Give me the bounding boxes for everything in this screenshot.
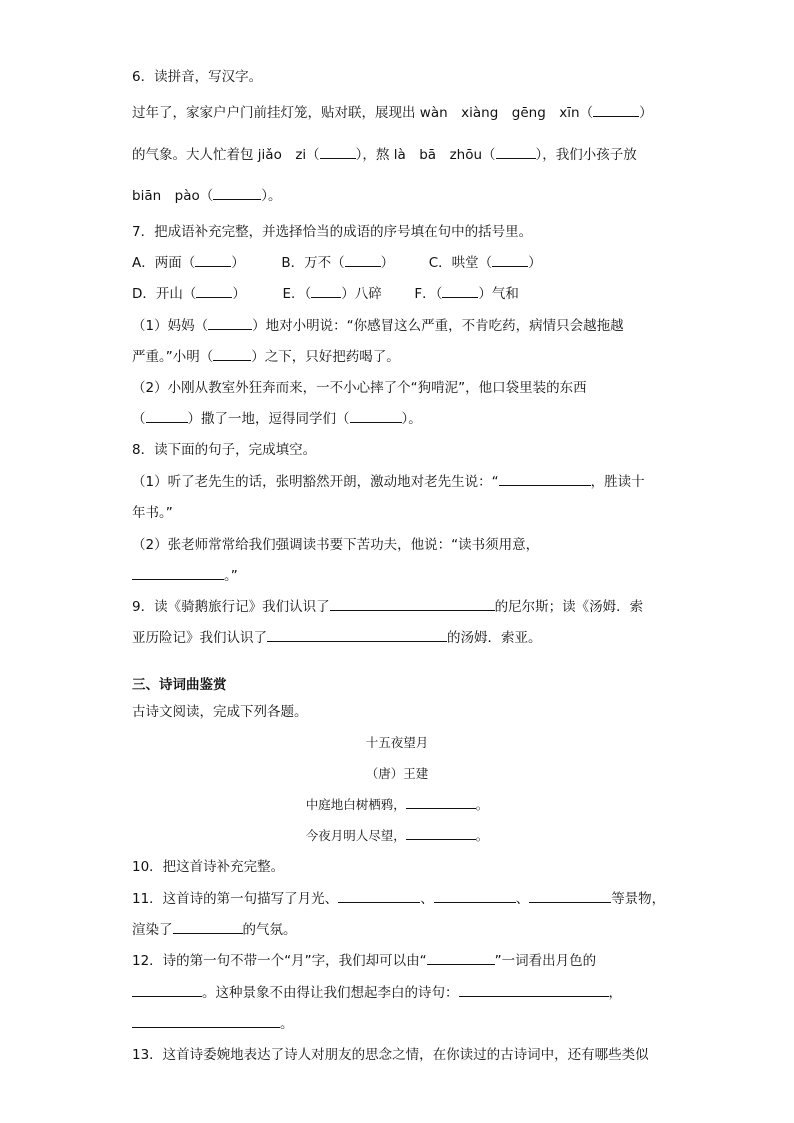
section-heading-text: 三、诗词曲鉴赏	[132, 677, 227, 693]
q7-s2-blank2[interactable]	[350, 409, 402, 423]
q11-l2-b: 的气氛。	[242, 922, 297, 938]
q6-blank-labazhou[interactable]	[496, 145, 536, 159]
q7-opt-b-prefix: B．万不（	[281, 255, 345, 271]
q12-line3	[132, 1014, 294, 1034]
q11-blank4[interactable]	[173, 920, 243, 934]
q12-blank2[interactable]	[132, 983, 202, 997]
q7-s2-c: ）撒了一地，逗得同学们（	[187, 411, 350, 427]
q7-title	[132, 222, 532, 242]
poem-line2-end: 。	[475, 828, 489, 843]
q9-blank-nils[interactable]	[330, 597, 495, 611]
q12-l2-b: ，	[608, 985, 622, 1001]
poem-blank1[interactable]	[406, 795, 476, 809]
q7-blank-c[interactable]	[492, 253, 528, 267]
q6-line2-a: 的气象。大人忙着包 jiǎo zi（	[132, 147, 320, 163]
q7-opt-a-prefix: A．两面（	[132, 255, 196, 271]
q12-line2	[132, 983, 622, 1003]
poem-line1	[0, 795, 794, 815]
q8-s2-blank[interactable]	[132, 566, 224, 580]
q9-l2-b: 的汤姆．索亚。	[447, 630, 542, 646]
poem-author-text: （唐）王建	[365, 766, 429, 781]
q7-opt-a-suffix: ）	[231, 255, 245, 271]
q8-s1-blank[interactable]	[499, 472, 591, 486]
q7-s1-c: 严重。”小明（	[132, 349, 214, 365]
q13-text: 13．这首诗委婉地表达了诗人对朋友的思念之情，在你读过的古诗词中，还有哪些类似	[132, 1047, 649, 1063]
q11-blank2[interactable]	[434, 889, 516, 903]
q6-line1-text: 过年了，家家户户门前挂灯笼，贴对联，展现出 wàn xiàng gēng xīn（	[132, 105, 594, 121]
q9-l1-b: 的尼尔斯；读《汤姆．索	[494, 599, 644, 615]
q6-line1	[132, 103, 653, 123]
q12-l3-end: 。	[280, 1016, 294, 1032]
q8-s1-c: 年书。”	[132, 505, 173, 521]
q7-s2-a: （2）小刚从教室外狂奔而来，一不小心摔了个“狗啃泥”，他口袋里装的东西	[132, 380, 587, 396]
q7-opt-c-prefix: C．哄堂（	[428, 255, 493, 271]
q12-blank3[interactable]	[459, 983, 609, 997]
poem-blank2[interactable]	[406, 826, 476, 840]
q12-blank1[interactable]	[427, 951, 495, 965]
q7-s1-a: （1）妈妈（	[132, 318, 209, 334]
q6-blank-jiaozi[interactable]	[320, 145, 356, 159]
q6-blank-bianpao[interactable]	[213, 186, 261, 200]
q9-l2-a: 亚历险记》我们认识了	[132, 630, 267, 646]
q7-s1-b: ）地对小明说：“你感冒这么严重，不肯吃药，病情只会越拖越	[252, 318, 624, 334]
q7-blank-f[interactable]	[442, 284, 478, 298]
q7-sentence1-line2	[132, 347, 400, 367]
poem-title-text: 十五夜望月	[365, 735, 429, 750]
q11-l2-a: 渲染了	[132, 922, 173, 938]
q12-line1	[132, 951, 596, 971]
q10	[132, 857, 284, 877]
q7-opt-c-suffix: ）	[528, 255, 542, 271]
q12-l1-a: 12．诗的第一句不带一个“月”字，我们却可以由“	[132, 953, 427, 969]
q8-sentence2-line1	[132, 535, 539, 555]
q7-opt-d-prefix: D．开山（	[132, 286, 197, 302]
poem-line2	[0, 826, 794, 846]
q7-s2-blank1[interactable]	[146, 409, 188, 423]
q13	[132, 1045, 649, 1065]
q6-line3-b: ）。	[261, 188, 282, 204]
q8-s1-b: ，胜读十	[590, 474, 645, 490]
q6-line2-c: ），我们小孩子放	[535, 147, 637, 163]
q7-blank-d[interactable]	[196, 284, 232, 298]
q6-line3-a: biān pào（	[132, 188, 214, 204]
q6-title	[132, 67, 262, 87]
q7-opt-f-suffix: ）气和	[478, 286, 519, 302]
poem-line1-text: 中庭地白树栖鸦，	[305, 797, 406, 812]
q11-sep1: 、	[420, 891, 434, 907]
q6-line1-end: ）	[639, 105, 653, 121]
q9-blank-tom[interactable]	[267, 628, 447, 642]
q11-l1-b: 等景物，	[611, 891, 666, 907]
poem-line1-end: 。	[475, 797, 489, 812]
q8-title-text: 8．读下面的句子，完成填空。	[132, 442, 317, 458]
q7-title-text: 7．把成语补充完整，并选择恰当的成语的序号填在句中的括号里。	[132, 224, 533, 240]
q7-s2-d: ）。	[401, 411, 422, 427]
q6-line2	[132, 145, 637, 165]
q9-l1-a: 9．读《骑鹅旅行记》我们认识了	[132, 599, 330, 615]
poem-author	[0, 764, 794, 784]
poem-line2-text: 今夜月明人尽望，	[305, 828, 406, 843]
q11-line1	[132, 889, 665, 909]
q9-line2	[132, 628, 542, 648]
q8-sentence2-line2	[132, 566, 238, 586]
q9-line1	[132, 597, 643, 617]
q7-blank-a[interactable]	[195, 253, 231, 267]
q7-opt-d-suffix: ）	[232, 286, 246, 302]
q8-sentence1-line2	[132, 503, 173, 523]
q7-opt-e-prefix: E．（	[282, 286, 312, 302]
q11-blank3[interactable]	[529, 889, 611, 903]
q7-blank-b[interactable]	[345, 253, 381, 267]
q6-line3	[132, 186, 282, 206]
q12-l1-b: ”一词看出月色的	[494, 953, 597, 969]
q8-s2-b: 。”	[224, 568, 238, 584]
q11-blank1[interactable]	[338, 889, 420, 903]
q7-opt-b-suffix: ）	[380, 255, 395, 271]
q7-opt-f-prefix: F．（	[414, 286, 443, 302]
q6-line2-b: ），熬 là bā zhōu（	[355, 147, 496, 163]
q11-sep2: 、	[515, 891, 530, 907]
section-heading	[132, 675, 227, 695]
section-intro-text: 古诗文阅读，完成下列各题。	[132, 704, 308, 720]
section-intro	[132, 702, 308, 722]
q12-l2-a: 。这种景象不由得让我们想起李白的诗句：	[202, 985, 459, 1001]
q6-blank-wanxianggengxin[interactable]	[593, 103, 639, 117]
q7-opt-e-suffix: ）八碎	[341, 286, 382, 302]
q6-title-text: 6．读拼音，写汉字。	[132, 69, 263, 85]
q7-sentence2-line1	[132, 378, 587, 398]
q12-blank4[interactable]	[132, 1014, 280, 1028]
q7-s2-b: （	[132, 411, 146, 427]
q7-sentence1-line1	[132, 316, 624, 336]
q7-s1-blank2[interactable]	[213, 347, 251, 361]
q7-s1-d: ）之下，只好把药喝了。	[251, 349, 400, 365]
q11-line2	[132, 920, 297, 940]
q7-options-row2	[132, 284, 519, 304]
q7-s1-blank1[interactable]	[208, 316, 252, 330]
poem-title	[0, 733, 794, 753]
q7-blank-e[interactable]	[311, 284, 341, 298]
q7-sentence2-line2	[132, 409, 422, 429]
q8-s2-a: （2）张老师常常给我们强调读书要下苦功夫，他说：“读书须用意，	[132, 537, 540, 553]
q8-s1-a: （1）听了老先生的话，张明豁然开朗，激动地对老先生说：“	[132, 474, 499, 490]
q8-title	[132, 440, 316, 460]
q10-text: 10．把这首诗补充完整。	[132, 859, 285, 875]
q11-l1-a: 11．这首诗的第一句描写了月光、	[132, 891, 339, 907]
q7-options-row1	[132, 253, 542, 273]
q8-sentence1-line1	[132, 472, 645, 492]
